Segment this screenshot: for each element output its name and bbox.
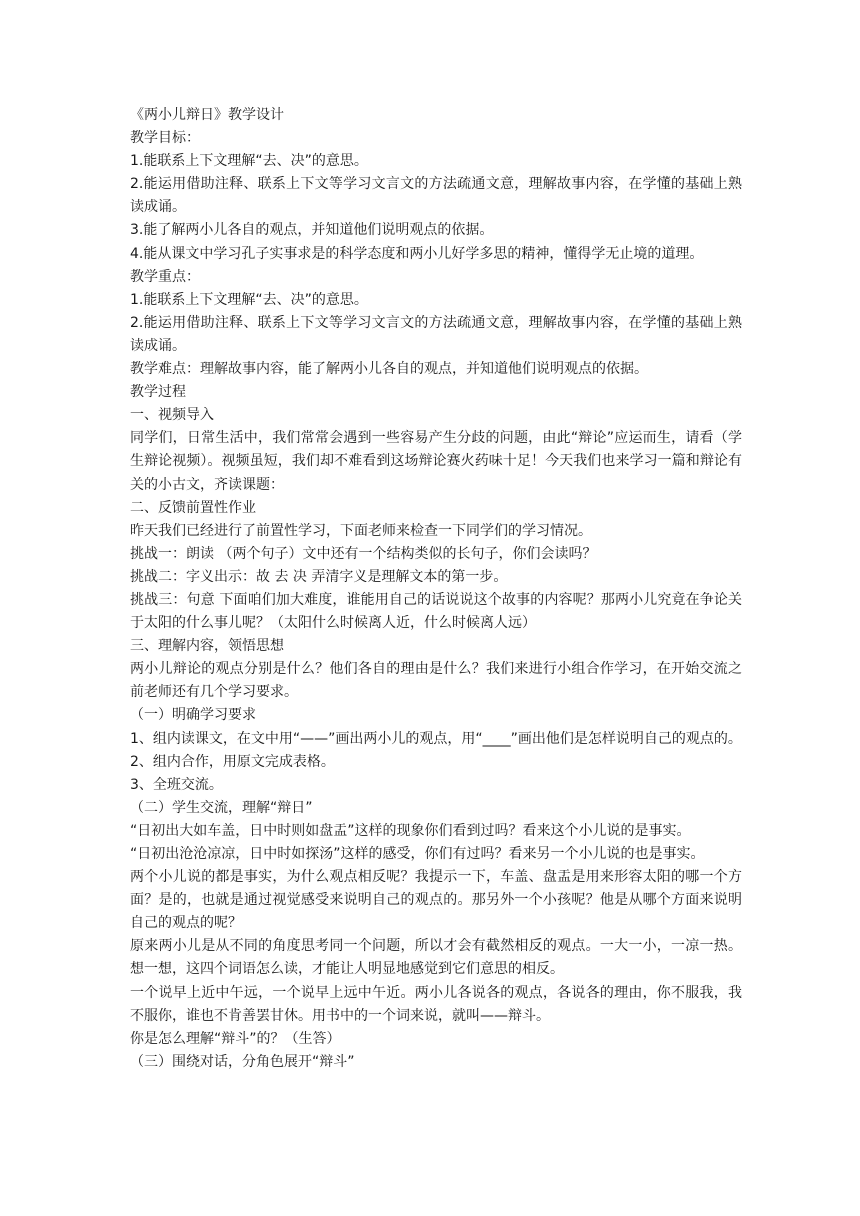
section-heading: 三、理解内容，领悟思想	[130, 638, 284, 655]
paragraph: 2.能运用借助注释、联系上下文等学习文言文的方法疏通文意，理解故事内容，在学懂的基础上熟读成诵。	[130, 176, 742, 216]
paragraph: 3.能了解两小儿各自的观点，并知道他们说明观点的依据。	[130, 222, 494, 239]
paragraph: 1、组内读课文，在文中用“——”画出两小儿的观点，用“____”画出他们是怎样说明自己的观点的。	[130, 730, 742, 747]
section-heading: （三）围绕对话，分角色展开“辩斗”	[130, 1053, 355, 1070]
paragraph: 一个说早上近中午远，一个说早上远中午近。两小儿各说各的观点，各说各的理由，你不服我，我不服你，谁也不肯善罢甘休。用书中的一个词来说，就叫——辩斗。	[130, 984, 742, 1024]
section-heading: （二）学生交流，理解“辩日”	[130, 799, 313, 816]
section-heading: 教学重点：	[130, 268, 200, 285]
paragraph: “日初出沧沧凉凉，日中时如探汤”这样的感受，你们有过吗？看来另一个小儿说的也是事实。	[130, 846, 705, 862]
section-heading: 一、视频导入	[130, 407, 214, 424]
paragraph: 1.能联系上下文理解“去、决”的意思。	[130, 153, 368, 170]
paragraph: 挑战二：字义出示：故 去 决 弄清字义是理解文本的第一步。	[130, 568, 508, 585]
section-heading: 二、反馈前置性作业	[130, 499, 256, 516]
section-heading: （一）明确学习要求	[130, 707, 256, 724]
paragraph: 2.能运用借助注释、联系上下文等学习文言文的方法疏通文意，理解故事内容，在学懂的基础上熟读成诵。	[130, 314, 742, 354]
paragraph: “日初出大如车盖，日中时则如盘盂”这样的现象你们看到过吗？看来这个小儿说的是事实。	[130, 822, 691, 839]
paragraph: 你是怎么理解“辩斗”的？（生答）	[130, 1030, 341, 1047]
paragraph: 1.能联系上下文理解“去、决”的意思。	[130, 291, 368, 308]
paragraph: 昨天我们已经进行了前置性学习，下面老师来检查一下同学们的学习情况。	[130, 522, 592, 539]
document-page	[130, 104, 742, 1074]
paragraph: 两小儿辩论的观点分别是什么？他们各自的理由是什么？我们来进行小组合作学习，在开始交流之前老师还有几个学习要求。	[130, 661, 742, 701]
paragraph: 挑战三：句意 下面咱们加大难度，谁能用自己的话说说这个故事的内容呢？那两小儿究竟在争论关于太阳的什么事儿呢？（太阳什么时候离人近，什么时候离人远）	[130, 591, 742, 632]
paragraph: 教学难点：理解故事内容，能了解两小儿各自的观点，并知道他们说明观点的依据。	[130, 361, 648, 378]
paragraph: 同学们，日常生活中，我们常常会遇到一些容易产生分歧的问题，由此“辩论”应运而生，请看（学生辩论视频）。视频虽短，我们却不难看到这场辩论赛火药味十足！今天我们也来学习一篇和辩论有关的小古文，齐读课题：	[130, 430, 742, 493]
section-heading: 教学目标：	[130, 130, 200, 147]
paragraph: 原来两小儿是从不同的角度思考同一个问题，所以才会有截然相反的观点。一大一小，一凉一热。想一想，这四个词语怎么读，才能让人明显地感觉到它们意思的相反。	[130, 938, 742, 978]
document-title: 《两小儿辩日》教学设计	[130, 107, 284, 123]
section-heading: 教学过程	[130, 384, 186, 401]
paragraph: 挑战一：朗读 （两个句子）文中还有一个结构类似的长句子，你们会读吗？	[130, 545, 597, 562]
paragraph: 2、组内合作，用原文完成表格。	[130, 753, 335, 770]
paragraph: 两个小儿说的都是事实，为什么观点相反呢？我提示一下，车盖、盘盂是用来形容太阳的哪一个方面？是的，也就是通过视觉感受来说明自己的观点的。那另外一个小孩呢？他是从哪个方面来说明自己的观点的呢？	[130, 869, 742, 932]
paragraph: 3、全班交流。	[130, 776, 223, 793]
paragraph: 4.能从课文中学习孔子实事求是的科学态度和两小儿好学多思的精神，懂得学无止境的道理。	[130, 245, 704, 262]
